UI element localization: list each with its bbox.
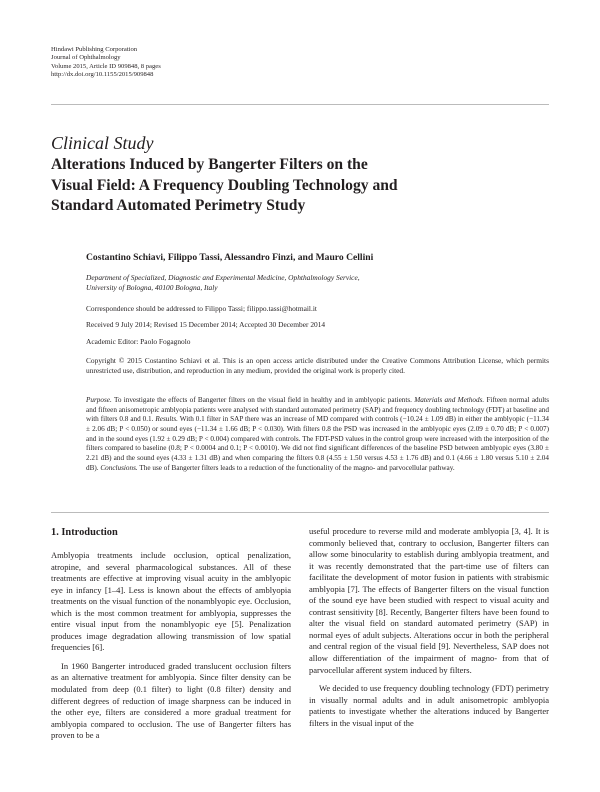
article-type: Clinical Study: [51, 133, 154, 153]
body-paragraph: We decided to use frequency doubling technology (FDT) perimetry in visually normal adults and in adult anisometropic amblyopia patients to investigate whether the alterations induced by Bangerter filters in the visual input of the: [309, 683, 549, 728]
header-divider: [51, 104, 549, 105]
journal-name: Journal of Ophthalmology: [51, 54, 121, 62]
section-heading: 1. Introduction: [51, 527, 118, 538]
body-paragraph: useful procedure to reverse mild and moderate amblyopia [3, 4]. It is commonly believed that, contrary to occlusion, Bangerter filters can allow some binocularity to establish during amblyopia treatment, and it was recently demonstrated that the part-time use of filters can facilitate the development of motor fusion in patients with strabismic amblyopia [7]. The effects of Bangerter filters on the visual function of the sound eye have been studied with respect to visual acuity and contrast sensitivity [8]. Recently, Bangerter filters have been found to alter the visual field on standard automated perimetry (SAP) in normal eyes of adult subjects. Alterations occur in both the peripheral and central region of the visual field [9]. Nevertheless, SAP does not allow differentiation of the impairment of magno- from that of parvocellular afferent system induced by filters.: [309, 526, 549, 675]
article-title: [51, 155, 491, 217]
affiliation-line: Department of Specialized, Diagnostic and Experimental Medicine, Ophthalmology Service,: [86, 273, 360, 282]
abstract-methods-text: Fifteen normal adults and fifteen anisometropic amblyopia patients were analysed with standard automated perimetry (SAP) and frequency doubling technology (FDT) at baseline and with filters 0.8 and 0.1.: [86, 396, 549, 424]
title-line: Alterations Induced by Bangerter Filters on the: [51, 156, 368, 173]
journal-masthead: [51, 46, 351, 80]
abstract-results-label: Results.: [155, 415, 178, 424]
doi-link[interactable]: http://dx.doi.org/10.1155/2015/909848: [51, 71, 154, 79]
abstract-results-text: With 0.1 filter in SAP there was an increase of MD compared with controls (−10.24 ± 1.09 dB) in either the amblyopic (−11.34 ± 2.06 dB; P < 0.050) or sound eyes (−11.34 ± 1.66 dB; P < 0.030). With filters 0.8 the PSD was increased in the amblyopic eyes (2.09 ± 0.70 dB; P < 0.007) and in the sound eyes (1.92 ± 0.29 dB; P < 0.004) compared with controls. The FDT-PSD values in the control group were increased with the interposition of the filters compared to baseline (0.8; P < 0.0004 and 0.1; P < 0.0010). We did not find significant differences of the baseline PSD between amblyopic eyes (3.80 ± 2.21 dB) and the sound eyes (4.33 ± 1.31 dB) and when comparing the filters 0.8 (4.55 ± 1.50 versus 4.53 ± 1.76 dB) and 0.1 (4.66 ± 1.80 versus 5.10 ± 2.04 dB).: [86, 415, 550, 472]
abstract-divider: [51, 512, 549, 513]
abstract-purpose-label: Purpose.: [86, 396, 112, 404]
abstract-purpose-text: To investigate the effects of Bangerter filters on the visual field in healthy and in amblyopic patients.: [111, 396, 415, 404]
publication-dates: Received 9 July 2014; Revised 15 December 2014; Accepted 30 December 2014: [86, 320, 326, 329]
body-column-right: [309, 526, 549, 729]
title-line: Visual Field: A Frequency Doubling Technology and: [51, 176, 398, 194]
abstract-methods-label: Materials and Methods.: [414, 396, 485, 404]
title-line: Standard Automated Perimetry Study: [51, 197, 306, 214]
abstract-conclusions-text: The use of Bangerter filters leads to a reduction of the functionality of the magno- and parvocellular pathway.: [137, 463, 455, 472]
affiliation: [86, 273, 549, 292]
copyright-notice: Copyright © 2015 Costantino Schiavi et al. This is an open access article distributed under the Creative Commons Attribution License, which permits unrestricted use, distribution, and reproduction in any medium, provided the original work is properly cited.: [86, 356, 549, 375]
body-paragraph: In 1960 Bangerter introduced graded translucent occlusion filters as an alternative treatment for amblyopia. Since filter density can be modulated from deep (0.1 filter) to light (0.8 filter) density and different degrees of reduction of image sharpness can be induced in the other eye, filters are considered a more gradual treatment for amblyopia compared to occlusion. The use of Bangerter filters has proven to be a: [51, 660, 291, 741]
body-column-left: [51, 526, 291, 742]
volume-info: Volume 2015, Article ID 909848, 8 pages: [51, 62, 161, 70]
affiliation-line: University of Bologna, 40100 Bologna, Italy: [86, 282, 218, 292]
abstract: [86, 396, 549, 473]
publisher-name: Hindawi Publishing Corporation: [51, 46, 138, 53]
academic-editor: Academic Editor: Paolo Fogagnolo: [86, 337, 191, 346]
correspondence-note: Correspondence should be addressed to Filippo Tassi; filippo.tassi@hotmail.it: [86, 304, 317, 313]
body-paragraph: Amblyopia treatments include occlusion, optical penalization, atropine, and several pharmacological substances. All of these treatments are effective at improving visual acuity in the amblyopic eye in infancy [1–4]. Less is known about the effects of amblyopia treatments on the visual function of the nonamblyopic eye. Occlusion, which is the most common treatment for amblyopia, suppresses the entire visual input from the nonamblyopic eye [5]. Penalization produces image degradation allowing transmission of low spatial frequencies [6].: [51, 550, 291, 653]
author-list: Costantino Schiavi, Filippo Tassi, Alessandro Finzi, and Mauro Cellini: [86, 252, 374, 263]
abstract-conclusions-label: Conclusions.: [100, 463, 138, 472]
